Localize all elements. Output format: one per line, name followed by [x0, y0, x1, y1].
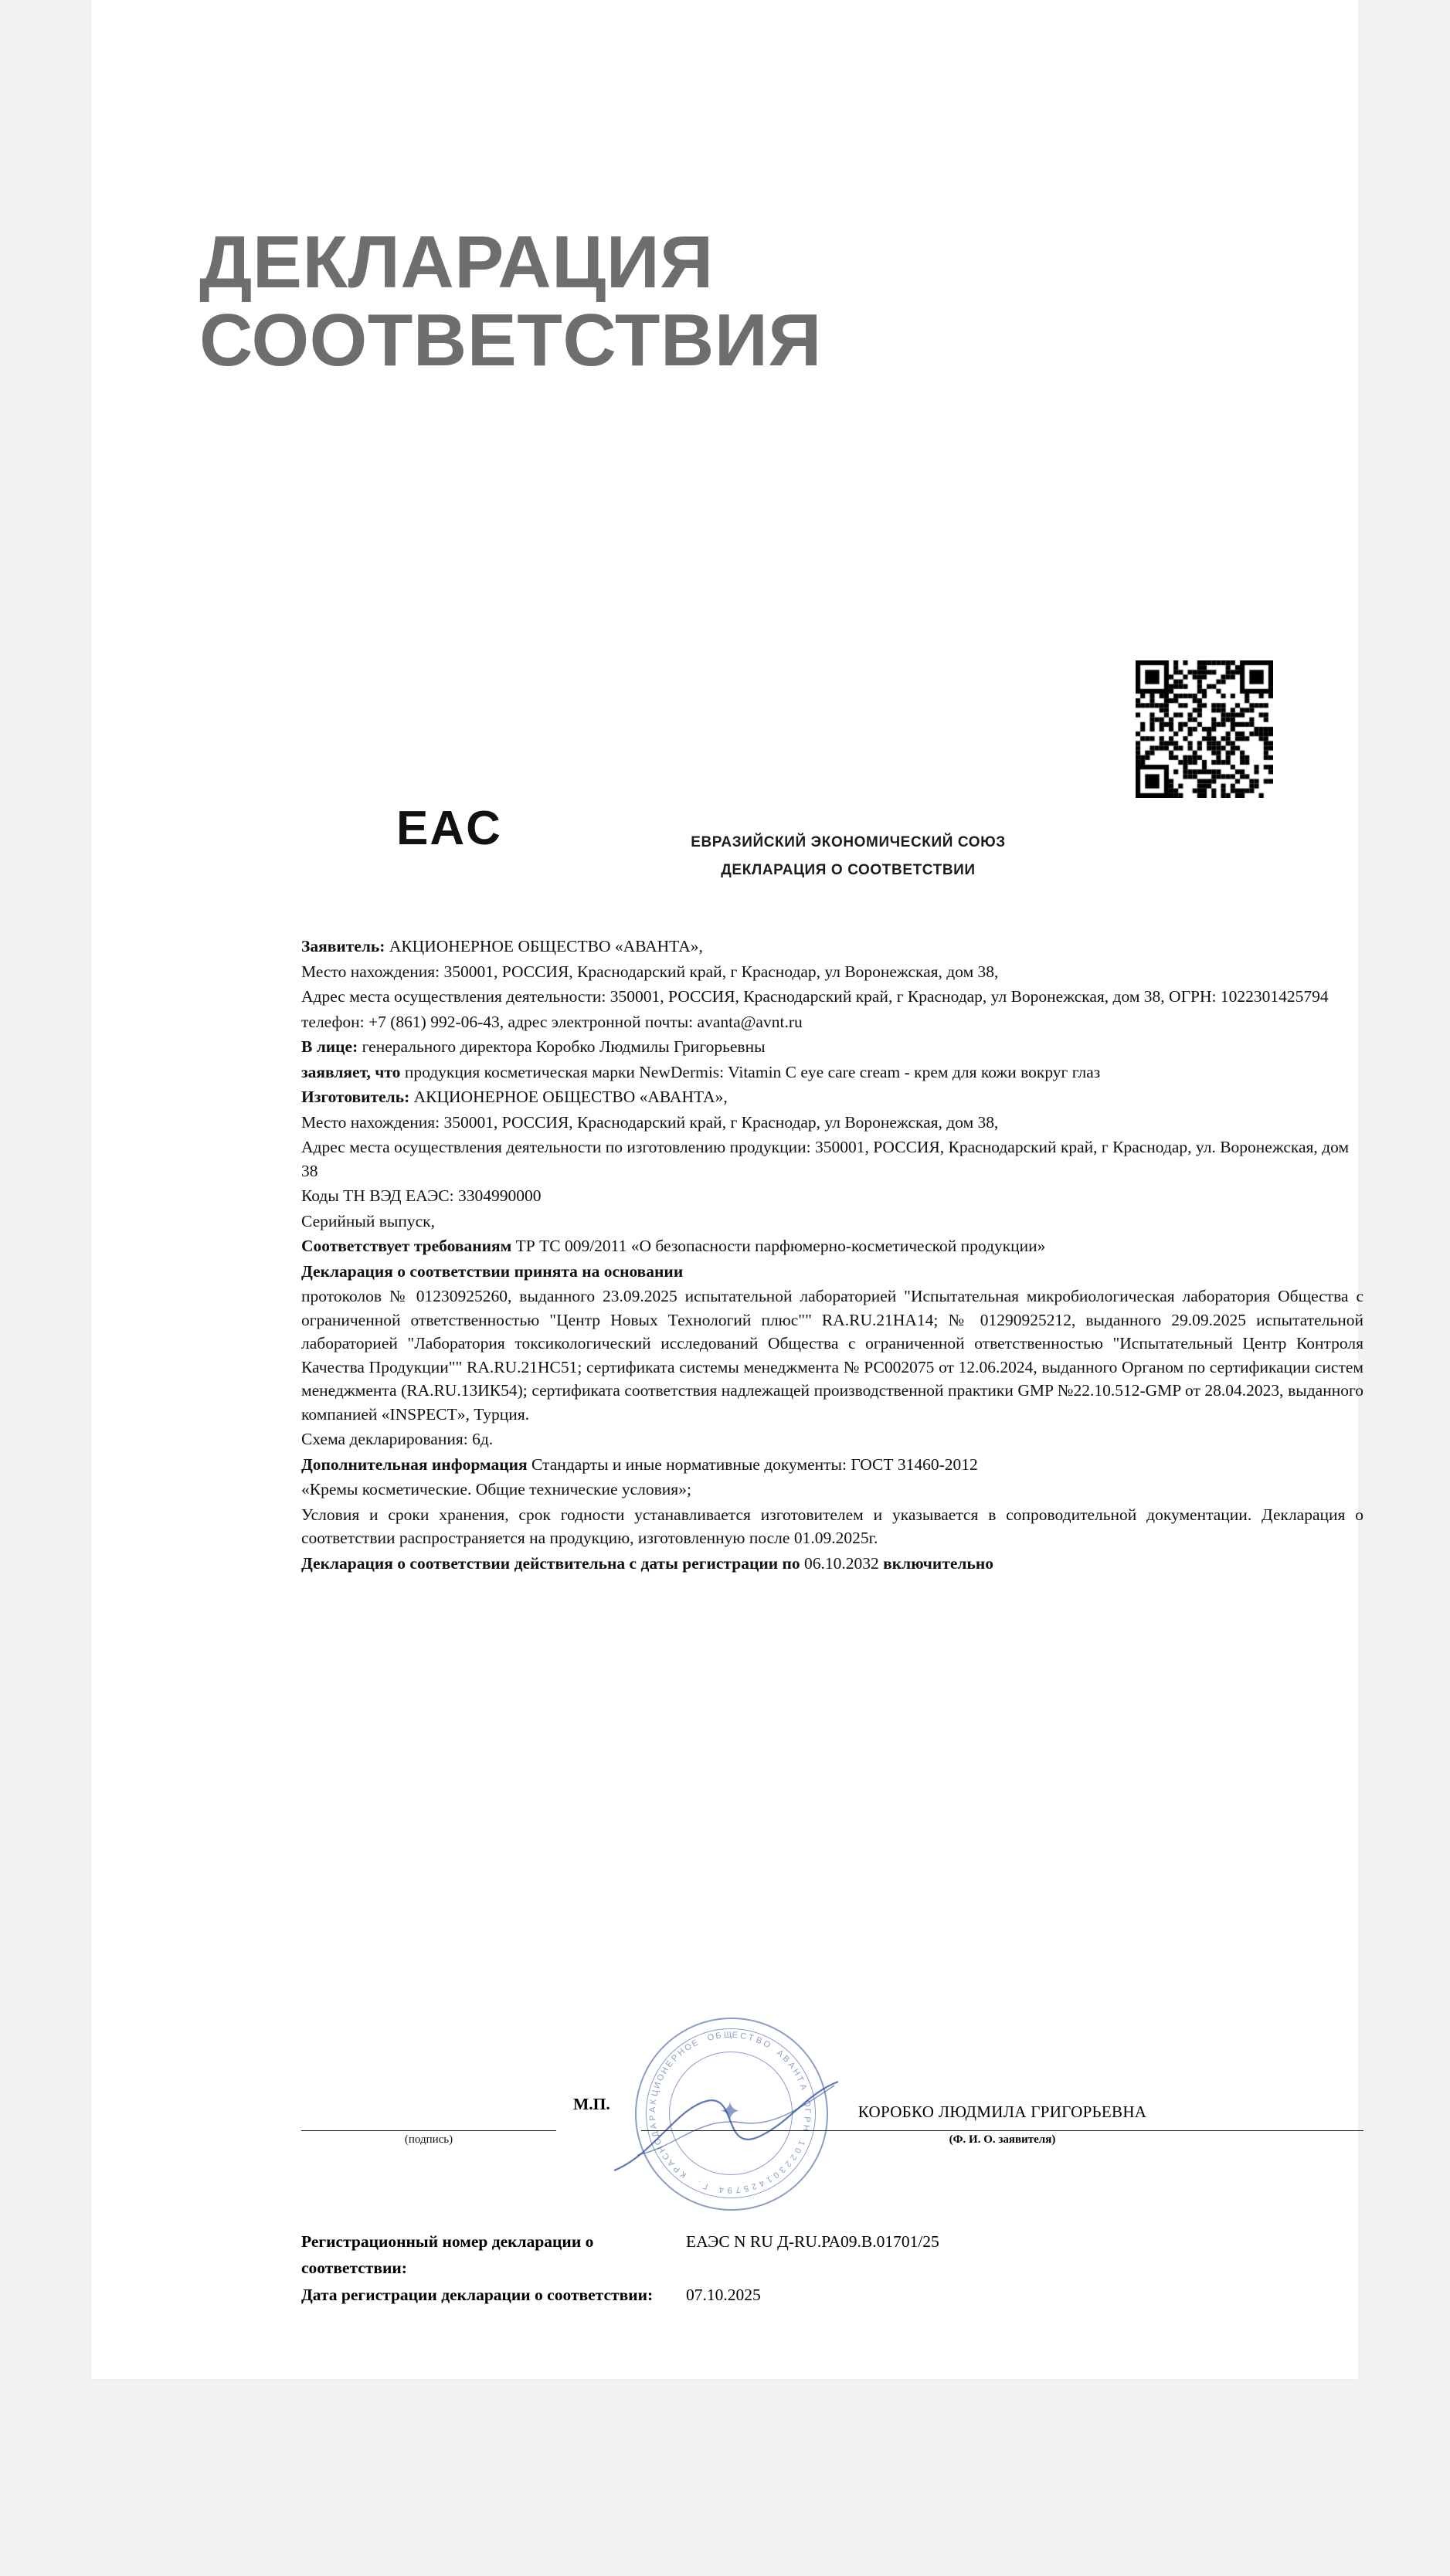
additional-line2: «Кремы косметические. Общие технические условия»; [301, 1480, 691, 1499]
manufacturer-name: АКЦИОНЕРНОЕ ОБЩЕСТВО «АВАНТА», [413, 1088, 728, 1107]
heading-declaration: ДЕКЛАРАЦИЯ О СООТВЕТСТВИИ [721, 862, 976, 878]
conformity-label: Соответствует требованиям [301, 1237, 512, 1256]
registration-date-label: Дата регистрации декларации о соответствии: [301, 2285, 654, 2304]
manufacturer-production-address: Адрес места осуществления деятельности по изготовлению продукции: 350001, РОССИЯ, Краснодарский край, г Краснодар, ул. Воронежская, дом 38 [301, 1138, 1350, 1180]
applicant-contacts: телефон: +7 (861) 992-06-43, адрес электронной почты: avanta@avnt.ru [301, 1012, 803, 1031]
applicant-label: Заявитель: [301, 937, 385, 955]
registration-block [301, 2228, 1363, 2308]
additional-line3: Условия и сроки хранения, срок годности устанавливается изготовителем и указывается в сопроводительной документации. Декларация о соответствии распространяется на продукцию, изготовленную после 01.09.2025г. [301, 1505, 1363, 1548]
represented-by-value: генерального директора Коробко Людмилы Григорьевны [362, 1037, 766, 1057]
page-title [199, 221, 1234, 382]
registration-number-row [301, 2228, 1363, 2282]
declares-value: продукция косметическая марки NewDermis: Vitamin C eye care cream - крем для кожи вокруг глаз [404, 1062, 1101, 1081]
signature-line-right [641, 2130, 1363, 2131]
signature-line-left [301, 2130, 556, 2131]
applicant-location: Место нахождения: 350001, РОССИЯ, Краснодарский край, г Краснодар, ул Воронежская, дом 38, [301, 962, 999, 981]
company-stamp-icon: ✦ А К Ц И О Н Е Р Н О Е О Б Щ Е С Т В О А В А Н Т А О Г Р Н 1 0 2 2 3 0 1 4 2 5 7 9 4 Г . К Р А С Н О Д А Р [635, 2018, 828, 2211]
applicant-row [301, 935, 1363, 959]
manufacturer-row [301, 1085, 1363, 1109]
signer-name: КОРОБКО ЛЮДМИЛА ГРИГОРЬЕВНА [857, 2103, 1147, 2121]
manufacturer-location: Место нахождения: 350001, РОССИЯ, Краснодарский край, г Краснодар, ул Воронежская, дом 38, [301, 1112, 999, 1132]
additional-label: Дополнительная информация [301, 1454, 528, 1474]
validity-tail: включительно [883, 1553, 993, 1573]
applicant-name: АКЦИОНЕРНОЕ ОБЩЕСТВО «АВАНТА», [389, 937, 703, 955]
registration-number-value: ЕАЭС N RU Д-RU.РА09.В.01701/25 [686, 2232, 939, 2251]
validity-label: Декларация о соответствии действительна с даты регистрации по [301, 1553, 800, 1573]
manufacturer-tnved: Коды ТН ВЭД ЕАЭС: 3304990000 [301, 1186, 542, 1206]
mp-label: М.П. [573, 2095, 610, 2113]
basis-text: протоколов № 01230925260, выданного 23.09.2025 испытательной лабораторией "Испытательная микробиологическая лаборатория Общества с ограниченной ответственностью "Центр Новых Технологий плюс"" RA.RU.21НА14; № 01290925212, выданного 29.09.2025 испытательной лабораторией "Лаборатория токсикологический исследований Общества с ограниченной ответственностью "Испытательный Центр Контроля Качества Продукции"" RA.RU.21НС51; сертификата системы менеджмента № РС002075 от 12.06.2024, выданного Органом по сертификации систем менеджмента (RA.RU.13ИК54); сертификата соответствия надлежащей производственной практики GMP №22.10.512-GMP от 28.04.2023, выданного компанией «INSPECT», Турция. [301, 1287, 1363, 1424]
signature-caption: (подпись) [404, 2133, 453, 2146]
manufacturer-label: Изготовитель: [301, 1088, 410, 1107]
registration-number-label: Регистрационный номер декларации о соответствии: [301, 2232, 594, 2278]
represented-by-label: В лице: [301, 1037, 358, 1057]
represented-by-row [301, 1035, 1363, 1059]
declares-label: заявляет, что [301, 1062, 401, 1081]
registration-date-row [301, 2282, 1363, 2308]
document-page [91, 0, 1363, 2379]
additional-row [301, 1453, 1363, 1477]
page-title-line2: СООТВЕТСТВИЯ [199, 298, 822, 382]
additional-line1: Стандарты и иные нормативные документы: ГОСТ 31460-2012 [531, 1454, 978, 1474]
conformity-row [301, 1234, 1363, 1258]
stamp-text: А К Ц И О Н Е Р Н О Е О Б Щ Е С Т В О А В А Н Т А О Г Р Н 1 0 2 2 3 0 1 4 2 5 7 9 4 Г . К Р А С Н О Д А Р [647, 2030, 813, 2195]
document-heading [524, 834, 1173, 879]
qr-code [1136, 660, 1273, 798]
declares-row [301, 1061, 1363, 1084]
basis-title: Декларация о соответствии принята на основании [301, 1261, 684, 1281]
applicant-activity-address: Адрес места осуществления деятельности: 350001, РОССИЯ, Краснодарский край, г Краснодар, ул Воронежская, дом 38, ОГРН: 1022301425794 [301, 987, 1329, 1006]
page-title-line1: ДЕКЛАРАЦИЯ [199, 221, 714, 304]
signer-caption: (Ф. И. О. заявителя) [949, 2133, 1056, 2146]
registration-date-value: 07.10.2025 [686, 2285, 761, 2304]
validity-date: 06.10.2032 [804, 1553, 879, 1573]
signature-area [301, 2030, 1363, 2217]
manufacturer-release: Серийный выпуск, [301, 1211, 435, 1230]
basis-scheme: Схема декларирования: 6д. [301, 1430, 494, 1449]
eac-mark-icon: ЕAC [396, 802, 502, 855]
conformity-value: ТР ТС 009/2011 «О безопасности парфюмерно-косметической продукции» [515, 1237, 1046, 1256]
document-body [301, 935, 1363, 1576]
validity-row [301, 1552, 1363, 1576]
heading-union: ЕВРАЗИЙСКИЙ ЭКОНОМИЧЕСКИЙ СОЮЗ [691, 834, 1006, 850]
